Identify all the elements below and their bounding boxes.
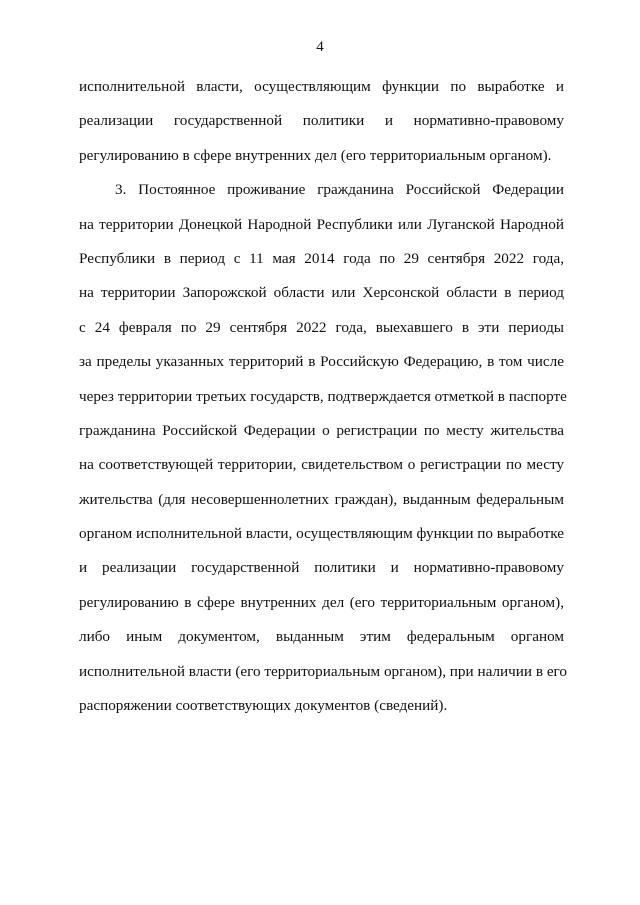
text-line: на территории Донецкой Народной Республики или Луганской Народной	[79, 215, 564, 233]
text-line: с 24 февраля по 29 сентября 2022 года, выехавшего в эти периоды	[79, 318, 564, 336]
text-line: исполнительной власти (его территориальным органом), при наличии в его	[79, 662, 568, 680]
text-line: на территории Запорожской области или Херсонской области в период	[79, 284, 564, 302]
text-line: жительства (для несовершеннолетних граждан), выданным федеральным	[79, 490, 564, 508]
text-line: регулированию в сфере внутренних дел (его территориальным органом).	[79, 146, 552, 164]
page-number: 4	[316, 39, 324, 55]
text-line: и реализации государственной политики и нормативно-правовому	[79, 559, 564, 577]
text-line: через территории третьих государств, подтверждается отметкой в паспорте	[79, 387, 567, 405]
text-line: органом исполнительной власти, осуществляющим функции по выработке	[79, 525, 565, 543]
paragraph-continuation	[79, 76, 564, 179]
paragraph-item-3	[79, 179, 568, 729]
document-body	[79, 76, 568, 729]
text-line: распоряжении соответствующих документов (сведений).	[79, 697, 448, 715]
text-line: либо иным документом, выданным этим федеральным органом	[79, 628, 564, 646]
text-line: реализации государственной политики и нормативно-правовому	[79, 112, 564, 130]
text-line: 3. Постоянное проживание гражданина Российской Федерации	[115, 181, 564, 199]
text-line: Республики в период с 11 мая 2014 года по 29 сентября 2022 года,	[79, 249, 564, 267]
text-line: гражданина Российской Федерации о регистрации по месту жительства	[79, 421, 564, 439]
text-line: регулированию в сфере внутренних дел (его территориальным органом),	[79, 593, 564, 611]
text-line: за пределы указанных территорий в Российскую Федерацию, в том числе	[79, 353, 564, 371]
text-line: на соответствующей территории, свидетельством о регистрации по месту	[79, 456, 564, 474]
text-line: исполнительной власти, осуществляющим функции по выработке и	[79, 78, 564, 95]
